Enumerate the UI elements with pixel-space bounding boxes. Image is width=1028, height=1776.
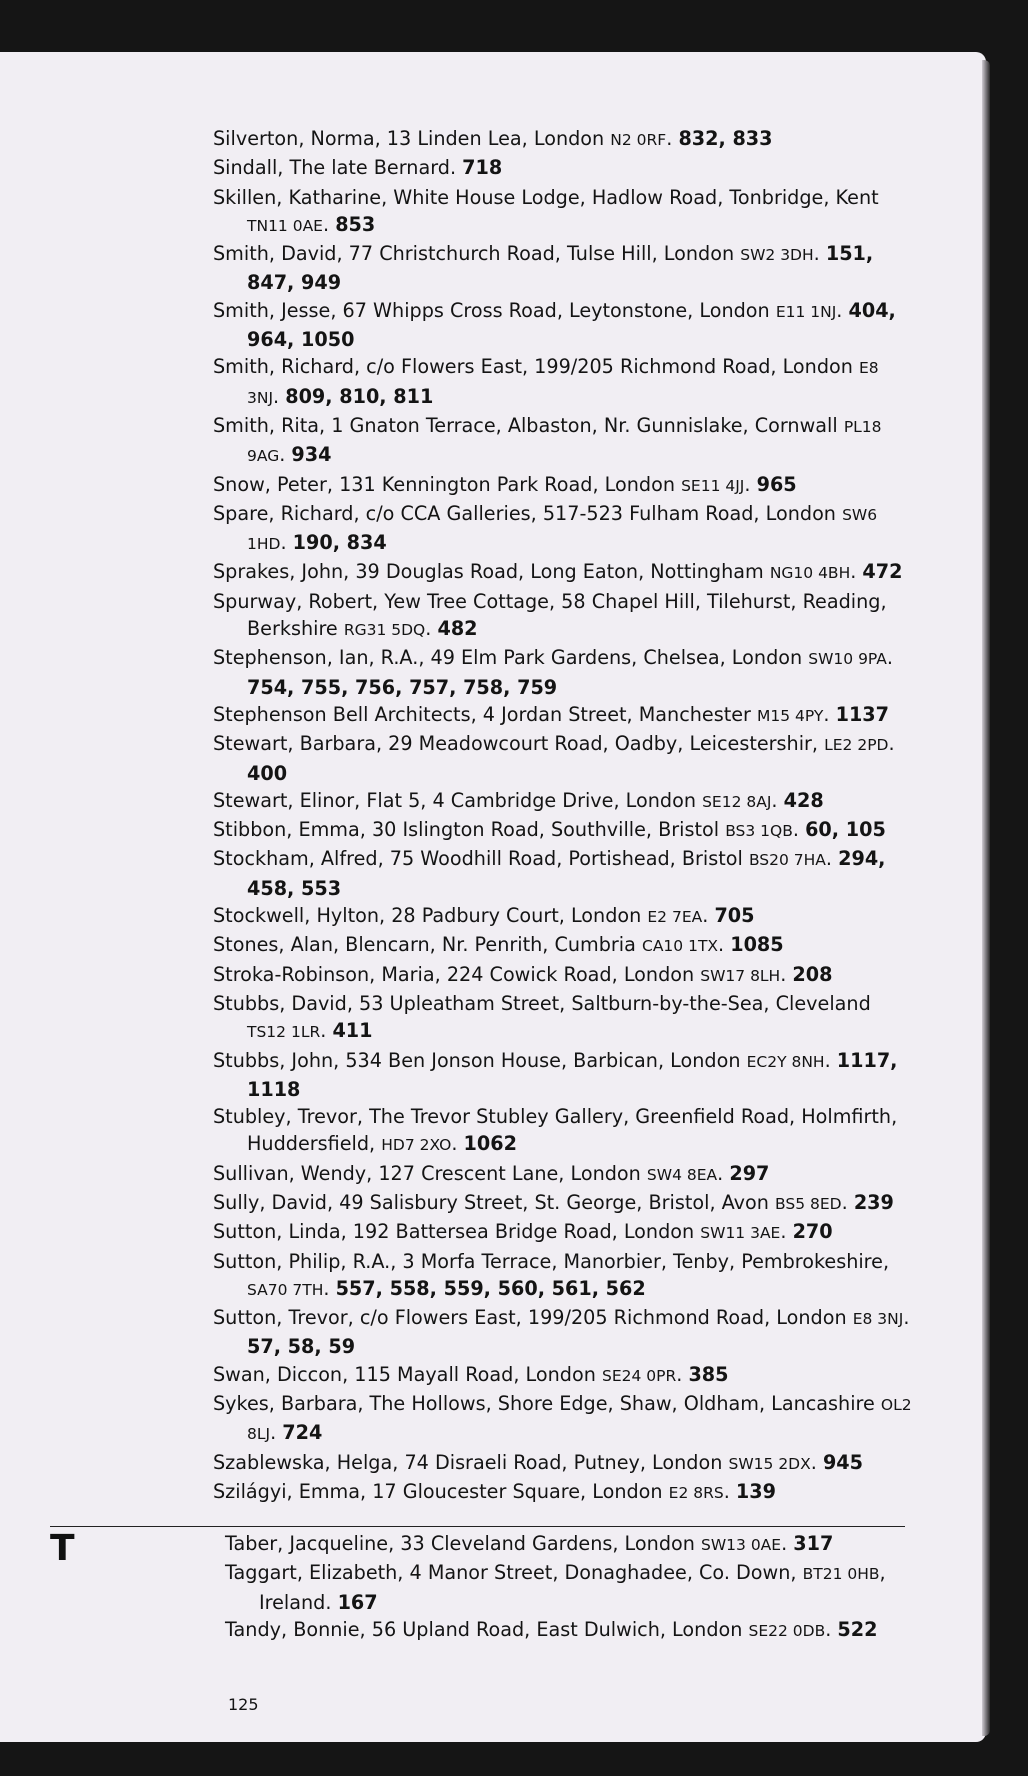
- entry-page-numbers: 1085: [730, 933, 784, 957]
- entry-separator: .: [322, 212, 336, 236]
- index-entry: [213, 1390, 913, 1449]
- entry-page-numbers: 239: [853, 1190, 894, 1214]
- entry-postcode: E2 7EA: [647, 908, 703, 927]
- entry-postcode: SE11 4JJ: [681, 476, 745, 495]
- entry-postcode: SW4 8EA: [646, 1165, 718, 1184]
- section-letter: T: [50, 1528, 75, 1569]
- index-entry: [213, 730, 913, 787]
- entry-page-numbers: 404, 964, 1050: [247, 298, 896, 352]
- entry-postcode: RG31 5DQ: [343, 621, 426, 640]
- entry-separator: .: [270, 1421, 283, 1445]
- entry-name-address: Smith, Jesse, 67 Whipps Cross Road, Leytonstone, London: [213, 298, 776, 322]
- index-entry: [213, 1160, 913, 1189]
- entry-name-address: Stubbs, David, 53 Upleatham Street, Saltburn-by-the-Sea, Cleveland: [213, 991, 871, 1015]
- entry-postcode: SE24 0PR: [601, 1366, 677, 1385]
- index-entry: [213, 154, 913, 183]
- entry-postcode: SE12 8AJ: [702, 792, 772, 811]
- entry-name-address: Stephenson Bell Architects, 4 Jordan Street, Manchester: [213, 702, 758, 726]
- page-edge: [982, 60, 990, 1736]
- entry-separator: .: [273, 384, 286, 408]
- entry-separator: .: [771, 788, 784, 812]
- entry-page-numbers: 705: [714, 904, 755, 928]
- entry-separator: .: [666, 127, 679, 150]
- index-entry: [225, 1530, 915, 1559]
- entry-name-address: Stroka-Robinson, Maria, 224 Cowick Road, London: [213, 962, 701, 986]
- entry-page-numbers: 167: [337, 1590, 378, 1614]
- entry-separator: .: [813, 242, 826, 266]
- index-entry: [213, 787, 913, 816]
- entry-postcode: M15 4PY: [757, 706, 824, 725]
- index-entry: [225, 1616, 915, 1645]
- entry-page-numbers: 60, 105: [805, 818, 886, 842]
- entry-name-address: Stockham, Alfred, 75 Woodhill Road, Portishead, Bristol: [213, 847, 749, 871]
- entry-postcode: SA70 7TH: [247, 1280, 324, 1299]
- entry-page-numbers: 190, 834: [292, 531, 387, 555]
- entry-postcode: EC2Y 8NH: [746, 1052, 825, 1071]
- entry-separator: .: [810, 1450, 823, 1474]
- entry-postcode: SW17 8LH: [700, 966, 781, 985]
- entry-page-numbers: 832, 833: [678, 127, 773, 150]
- index-entry: [213, 240, 913, 297]
- index-entry: [213, 1248, 913, 1305]
- index-entry: [213, 184, 913, 241]
- index-entry: [213, 1478, 913, 1507]
- entry-name-address: Stubley, Trevor, The Trevor Stubley Gallery, Greenfield Road, Holmfirth, Huddersfield,: [213, 1105, 898, 1156]
- entry-page-numbers: 934: [291, 443, 332, 467]
- entry-page-numbers: 718: [462, 156, 503, 180]
- entry-separator: .: [676, 1362, 689, 1386]
- entry-page-numbers: 557, 558, 559, 560, 561, 562: [335, 1276, 646, 1300]
- index-entry: [213, 558, 913, 587]
- entry-name-address: Skillen, Katharine, White House Lodge, Hadlow Road, Tonbridge, Kent: [213, 185, 879, 209]
- entry-postcode: BS5 8ED: [775, 1194, 842, 1213]
- entry-postcode: HD7 2XO: [381, 1136, 452, 1155]
- index-entry: [213, 701, 913, 730]
- entry-name-address: Taggart, Elizabeth, 4 Manor Street, Donaghadee, Co. Down,: [225, 1561, 803, 1585]
- entry-postcode: E8 3NJ: [247, 359, 879, 407]
- index-entry: [213, 412, 913, 471]
- index-entry: [225, 1559, 915, 1616]
- entry-postcode: SW11 3AE: [700, 1224, 781, 1243]
- entry-name-address: Sykes, Barbara, The Hollows, Shore Edge, Shaw, Oldham, Lancashire: [213, 1392, 881, 1416]
- index-entry: [213, 816, 913, 845]
- entry-separator: .: [824, 1048, 837, 1072]
- index-entry: [213, 1189, 913, 1218]
- entry-separator: .: [717, 1161, 730, 1185]
- entry-postcode: BT21 0HB: [802, 1565, 880, 1584]
- entry-separator: .: [744, 472, 757, 496]
- index-entries-t: [225, 1530, 915, 1645]
- entry-name-address: Szilágyi, Emma, 17 Gloucester Square, London: [213, 1479, 669, 1503]
- entry-page-numbers: 1062: [463, 1132, 517, 1156]
- entry-name-address: Sutton, Philip, R.A., 3 Morfa Terrace, Manorbier, Tenby, Pembrokeshire,: [213, 1249, 890, 1273]
- entry-page-numbers: 57, 58, 59: [247, 1335, 356, 1359]
- index-entry: [213, 500, 913, 559]
- section-divider: [50, 1526, 905, 1527]
- entry-page-numbers: 151, 847, 949: [247, 242, 874, 295]
- entry-postcode: BS20 7HA: [748, 851, 826, 870]
- entry-separator: .: [836, 298, 849, 322]
- entry-separator: .: [903, 1306, 910, 1330]
- index-entry: [213, 1304, 913, 1361]
- entry-separator: .: [781, 1532, 794, 1555]
- index-entry: [213, 1103, 913, 1160]
- index-entry: [213, 588, 913, 645]
- entry-name-address: Stephenson, Ian, R.A., 49 Elm Park Gardens, Chelsea, London: [213, 646, 809, 670]
- entry-postcode: SW6 1HD: [247, 505, 878, 554]
- entry-separator: .: [280, 531, 293, 555]
- index-entry: [213, 961, 913, 990]
- entry-separator: .: [792, 818, 806, 842]
- entry-page-numbers: 724: [282, 1421, 323, 1445]
- entry-page-numbers: 1117, 1118: [247, 1048, 898, 1101]
- index-entry: [213, 471, 913, 500]
- page-number: 125: [228, 1695, 259, 1714]
- entry-name-address: Stubbs, John, 534 Ben Jonson House, Barbican, London: [213, 1048, 747, 1072]
- entry-name-address: Sprakes, John, 39 Douglas Road, Long Eaton, Nottingham: [213, 560, 770, 584]
- entry-separator: .: [723, 1479, 736, 1503]
- entry-postcode: TN11 0AE: [247, 216, 323, 235]
- entry-name-address: Smith, David, 77 Christchurch Road, Tulse Hill, London: [213, 242, 741, 266]
- entry-postcode: SW13 0AE: [701, 1536, 782, 1554]
- entry-page-numbers: 208: [792, 962, 833, 986]
- index-entry: [213, 1047, 913, 1104]
- entry-page-numbers: 945: [822, 1450, 863, 1474]
- entry-page-numbers: 853: [335, 212, 376, 236]
- entry-postcode: SW10 9PA: [808, 650, 887, 669]
- entry-name-address: Sullivan, Wendy, 127 Crescent Lane, London: [213, 1161, 647, 1185]
- entry-name-address: Stewart, Barbara, 29 Meadowcourt Road, Oadby, Leicestershir,: [213, 732, 825, 756]
- entry-separator: .: [886, 646, 893, 670]
- entry-name-address: Stones, Alan, Blencarn, Nr. Penrith, Cumbria: [213, 933, 642, 957]
- entry-name-address: Sutton, Trevor, c/o Flowers East, 199/205 Richmond Road, London: [213, 1306, 853, 1330]
- entry-separator: .: [425, 617, 438, 641]
- index-entry: [213, 1361, 913, 1390]
- entry-page-numbers: 428: [783, 788, 824, 812]
- entry-separator: .: [780, 1220, 793, 1244]
- entry-separator: .: [449, 156, 463, 180]
- entry-page-numbers: 297: [729, 1161, 770, 1185]
- entry-postcode: SE22 0DB: [748, 1621, 826, 1640]
- entry-name-address: Taber, Jacqueline, 33 Cleveland Gardens, London: [225, 1532, 701, 1555]
- entry-page-numbers: 400: [247, 761, 288, 785]
- entry-postcode: PL18 9AG: [247, 417, 882, 466]
- entry-postcode: TS12 1LR: [247, 1023, 321, 1042]
- entry-postcode: OL2 8LJ: [247, 1396, 912, 1444]
- entry-separator: .: [888, 732, 895, 756]
- entry-page-numbers: 522: [837, 1617, 878, 1641]
- entry-postcode: E8 3NJ: [852, 1310, 904, 1329]
- entry-postcode: SW2 3DH: [740, 246, 814, 265]
- entry-page-numbers: 1137: [835, 702, 889, 726]
- entry-separator: .: [850, 560, 863, 584]
- entry-postcode: E11 1NJ: [775, 302, 837, 321]
- entry-separator: .: [825, 847, 839, 871]
- entry-separator: .: [320, 1019, 333, 1043]
- entry-name-address: Stewart, Elinor, Flat 5, 4 Cambridge Drive, London: [213, 788, 703, 812]
- entry-page-numbers: 965: [756, 472, 797, 496]
- entry-page-numbers: 385: [688, 1362, 729, 1386]
- entry-name-address: Stibbon, Emma, 30 Islington Road, Southville, Bristol: [213, 818, 726, 842]
- index-entry: [213, 297, 913, 354]
- entry-page-numbers: 139: [735, 1479, 776, 1503]
- index-entries-s: [213, 125, 913, 1507]
- entry-name-address: Snow, Peter, 131 Kennington Park Road, London: [213, 472, 682, 496]
- entry-separator: .: [841, 1190, 854, 1214]
- entry-separator: .: [323, 1276, 336, 1300]
- entry-postcode: BS3 1QB: [725, 822, 793, 841]
- entry-name-address: Spare, Richard, c/o CCA Galleries, 517-523 Fulham Road, London: [213, 501, 843, 525]
- entry-separator: .: [825, 1617, 838, 1641]
- entry-separator: .: [702, 904, 715, 928]
- entry-name-address: Sutton, Linda, 192 Battersea Bridge Road, London: [213, 1220, 701, 1244]
- entry-separator: .: [718, 933, 731, 957]
- entry-name-address: Silverton, Norma, 13 Linden Lea, London: [213, 127, 611, 150]
- entry-separator: .: [279, 443, 292, 467]
- entry-page-numbers: 472: [862, 560, 903, 584]
- entry-page-numbers: 270: [792, 1220, 833, 1244]
- entry-postcode: N2 0RF: [610, 131, 667, 149]
- entry-postcode: E2 8RS: [668, 1483, 724, 1502]
- entry-postcode: SW15 2DX: [728, 1454, 811, 1473]
- entry-name-address: Sully, David, 49 Salisbury Street, St. George, Bristol, Avon: [213, 1190, 776, 1214]
- index-entry: [213, 125, 913, 154]
- entry-name-address: Sindall, The late Bernard: [213, 156, 450, 180]
- entry-name-address: Spurway, Robert, Yew Tree Cottage, 58 Chapel Hill, Tilehurst, Reading, Berkshire: [213, 589, 887, 641]
- index-entry: [213, 644, 913, 701]
- index-entry: [213, 1449, 913, 1478]
- entry-postcode: LE2 2PD: [824, 736, 889, 755]
- entry-separator: .: [780, 962, 793, 986]
- index-entry: [213, 353, 913, 412]
- entry-page-numbers: 482: [437, 617, 478, 641]
- entry-name-address: Smith, Rita, 1 Gnaton Terrace, Albaston, Nr. Gunnislake, Cornwall: [213, 413, 844, 437]
- index-entry: [213, 931, 913, 960]
- entry-separator: .: [823, 702, 836, 726]
- entry-separator: , Ireland.: [259, 1561, 886, 1614]
- entry-name-address: Smith, Richard, c/o Flowers East, 199/205 Richmond Road, London: [213, 355, 860, 379]
- entry-name-address: Swan, Diccon, 115 Mayall Road, London: [213, 1362, 602, 1386]
- index-entry: [213, 990, 913, 1047]
- entry-page-numbers: 754, 755, 756, 757, 758, 759: [247, 675, 558, 699]
- index-entry: [213, 845, 913, 902]
- entry-name-address: Szablewska, Helga, 74 Disraeli Road, Putney, London: [213, 1450, 729, 1474]
- index-entry: [213, 1218, 913, 1247]
- entry-postcode: CA10 1TX: [642, 937, 719, 956]
- entry-postcode: NG10 4BH: [769, 564, 851, 583]
- index-entry: [213, 902, 913, 931]
- entry-name-address: Stockwell, Hylton, 28 Padbury Court, London: [213, 904, 648, 928]
- entry-page-numbers: 317: [793, 1532, 834, 1555]
- entry-page-numbers: 809, 810, 811: [285, 384, 434, 408]
- entry-page-numbers: 294, 458, 553: [247, 847, 886, 900]
- entry-name-address: Tandy, Bonnie, 56 Upland Road, East Dulwich, London: [225, 1617, 749, 1641]
- entry-separator: .: [451, 1132, 464, 1156]
- entry-page-numbers: 411: [332, 1019, 373, 1043]
